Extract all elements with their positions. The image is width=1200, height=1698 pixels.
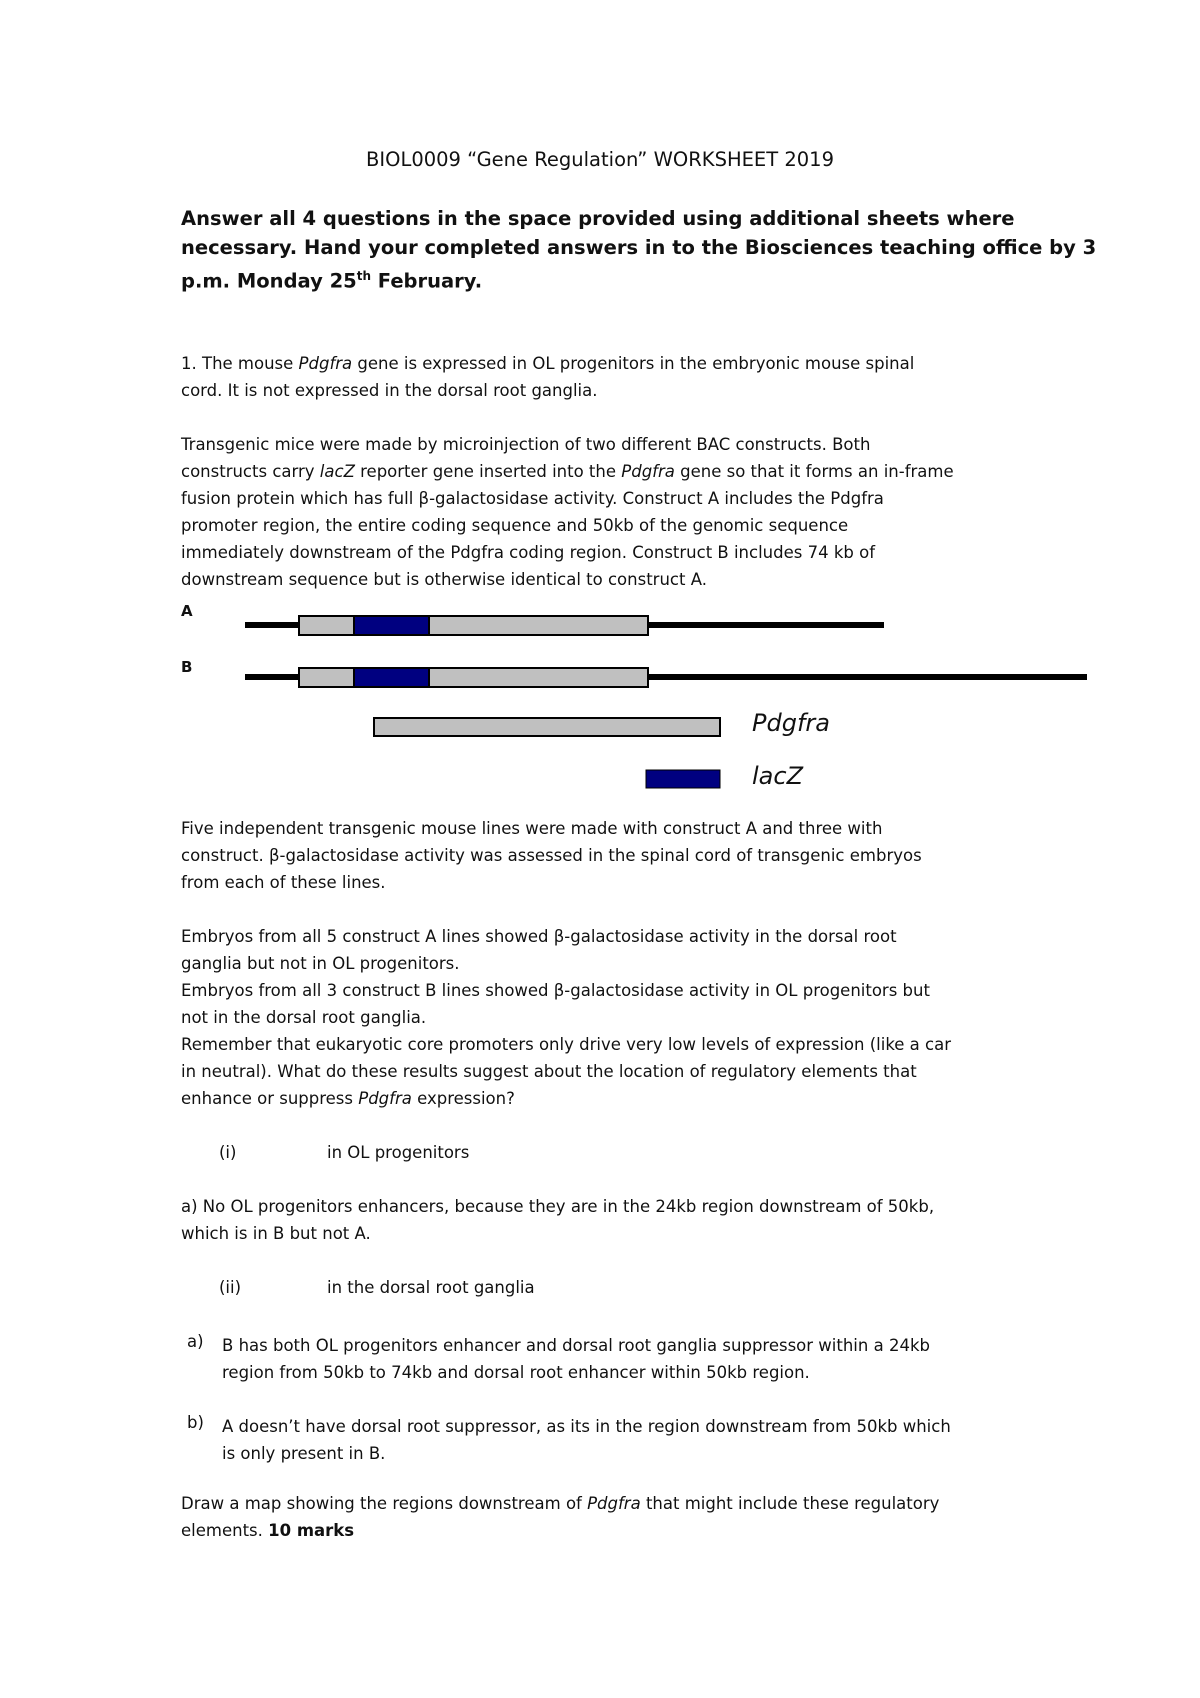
construct-b-pdgfra-box	[299, 668, 648, 687]
page-title: BIOL0009 “Gene Regulation” WORKSHEET 2019	[366, 148, 834, 171]
part-ii-text: in the dorsal root ganglia	[327, 1278, 535, 1297]
legend-pdgfra-label: Pdgfra	[752, 709, 830, 737]
results-p2-line-1: Embryos from all 5 construct A lines showed β-galactosidase activity in the dorsal root	[181, 927, 897, 946]
part-ii-number: (ii)	[219, 1278, 242, 1297]
final-line-2: elements. 10 marks	[181, 1521, 355, 1540]
results-p2-line-3: Embryos from all 3 construct B lines showed β-galactosidase activity in OL progenitors but	[181, 981, 930, 1000]
q1-p2-line-3: fusion protein which has full β-galactosidase activity. Construct A includes the Pdgfra	[181, 489, 884, 508]
results-p2-line-2: ganglia but not in OL progenitors.	[181, 954, 460, 973]
legend-lacz-swatch	[646, 770, 720, 788]
part-i-text: in OL progenitors	[327, 1143, 470, 1162]
construct-a-lacz-box	[354, 616, 429, 635]
intro-line-2: necessary. Hand your completed answers in to the Biosciences teaching office by 3	[181, 236, 1097, 259]
q1-p2-line-5: immediately downstream of the Pdgfra coding region. Construct B includes 74 kb of	[181, 543, 876, 562]
results-p2-line-4: not in the dorsal root ganglia.	[181, 1008, 427, 1027]
results-p1-line-3: from each of these lines.	[181, 873, 386, 892]
q1-p2-line-6: downstream sequence but is otherwise identical to construct A.	[181, 570, 707, 589]
legend-lacz-label: lacZ	[752, 762, 804, 790]
q1-line-2: cord. It is not expressed in the dorsal root ganglia.	[181, 381, 598, 400]
part-ii-a-line-2: region from 50kb to 74kb and dorsal root enhancer within 50kb region.	[222, 1363, 810, 1382]
part-i-answer-line-2: which is in B but not A.	[181, 1224, 371, 1243]
part-ii-b-line-2: is only present in B.	[222, 1444, 386, 1463]
construct-b-label: B	[181, 658, 193, 676]
part-ii-b-line-1: A doesn’t have dorsal root suppressor, as its in the region downstream from 50kb which	[222, 1417, 951, 1436]
part-ii-a-label: a)	[187, 1332, 204, 1351]
construct-a-pdgfra-box	[299, 616, 648, 635]
results-p2-line-5: Remember that eukaryotic core promoters only drive very low levels of expression (like a car	[181, 1035, 952, 1054]
results-p1-line-1: Five independent transgenic mouse lines were made with construct A and three with	[181, 819, 883, 838]
q1-p2-line-2: constructs carry lacZ reporter gene inserted into the Pdgfra gene so that it forms an in-frame	[181, 462, 954, 481]
results-p2-line-7: enhance or suppress Pdgfra expression?	[181, 1089, 515, 1108]
construct-diagram	[0, 580, 1200, 1380]
intro-line-3: p.m. Monday 25th February.	[181, 269, 483, 293]
part-i-number: (i)	[219, 1143, 237, 1162]
q1-p2-line-4: promoter region, the entire coding sequence and 50kb of the genomic sequence	[181, 516, 849, 535]
part-ii-a-line-1: B has both OL progenitors enhancer and dorsal root ganglia suppressor within a 24kb	[222, 1336, 930, 1355]
final-line-1: Draw a map showing the regions downstream of Pdgfra that might include these regulatory	[181, 1494, 940, 1513]
marks-label: 10 marks	[268, 1521, 355, 1540]
results-p2-line-6: in neutral). What do these results suggest about the location of regulatory elements that	[181, 1062, 917, 1081]
part-ii-b-label: b)	[187, 1413, 204, 1432]
intro-line-1: Answer all 4 questions in the space provided using additional sheets where	[181, 207, 1015, 230]
legend-pdgfra-swatch	[374, 718, 720, 736]
construct-b-lacz-box	[354, 668, 429, 687]
results-p1-line-2: construct. β-galactosidase activity was assessed in the spinal cord of transgenic embryos	[181, 846, 922, 865]
q1-p2-line-1: Transgenic mice were made by microinjection of two different BAC constructs. Both	[181, 435, 871, 454]
q1-line-1: 1. The mouse Pdgfra gene is expressed in OL progenitors in the embryonic mouse spinal	[181, 354, 915, 373]
construct-a-label: A	[181, 602, 193, 620]
part-i-answer-line-1: a) No OL progenitors enhancers, because they are in the 24kb region downstream of 50kb,	[181, 1197, 935, 1216]
